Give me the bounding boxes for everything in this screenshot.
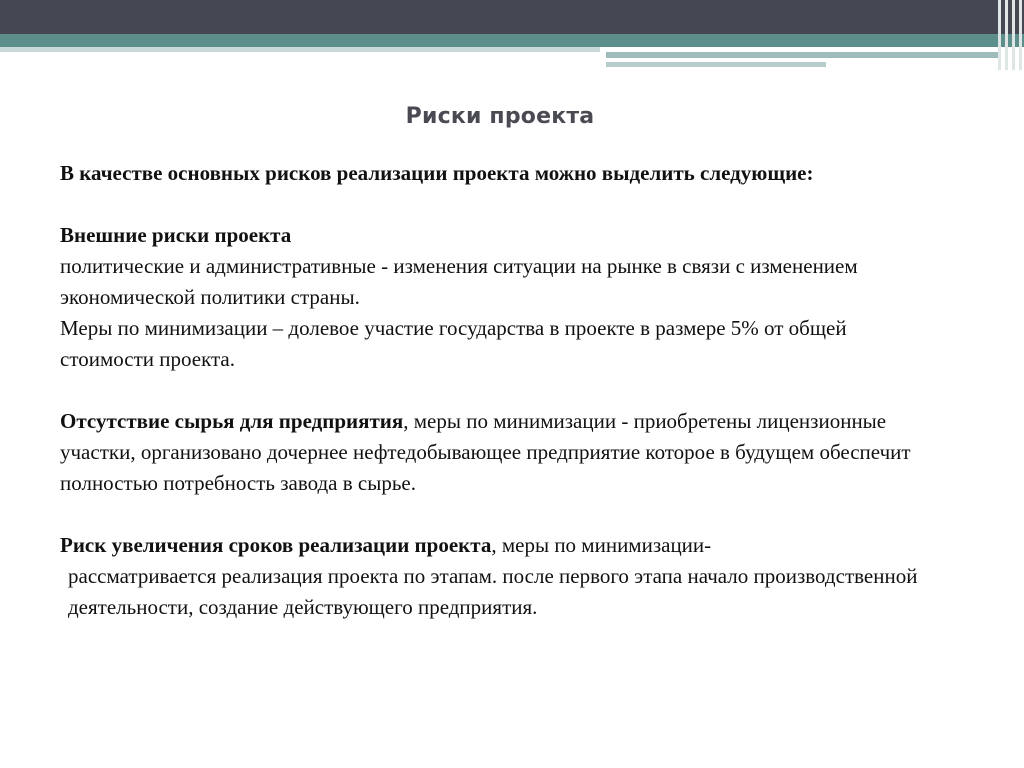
raw-materials-paragraph: [60, 406, 940, 499]
section-heading-raw-materials: Отсутствие сырья для предприятия: [60, 409, 404, 433]
header-dark-band: [0, 0, 1024, 34]
intro-text: В качестве основных рисков реализации проекта можно выделить следующие:: [60, 161, 814, 185]
header-teal-band: [0, 34, 1024, 47]
slide-content: [60, 158, 940, 623]
delay-risk-paragraph: [60, 530, 940, 561]
external-risks-measures: Меры по минимизации – долевое участие государства в проекте в размере 5% от общей стоимости проекта.: [60, 316, 847, 371]
header-light-band: [0, 47, 600, 52]
external-risks-description: политические и административные - изменения ситуации на рынке в связи с изменением экономической политики страны.: [60, 254, 858, 309]
header-accent-line: [606, 52, 1000, 58]
delay-risk-measures: рассматривается реализация проекта по этапам. после первого этапа начало производственной деятельности, создание действующего предприятия.: [68, 564, 918, 619]
header-accent-line-short: [606, 62, 826, 67]
raw-materials-body: , меры по минимизации - приобретены лицензионные участки, организовано дочернее нефтедобывающее предприятие которое в будущем обеспечит полностью потребность завода в сырье.: [60, 409, 911, 495]
corner-decoration: [996, 0, 1024, 70]
delay-risk-body: , меры по минимизации-: [491, 533, 712, 557]
slide-title: Риски проекта: [405, 104, 595, 129]
section-heading-delay-risk: Риск увеличения сроков реализации проекта: [60, 533, 492, 557]
section-heading-external-risks: Внешние риски проекта: [60, 223, 292, 247]
